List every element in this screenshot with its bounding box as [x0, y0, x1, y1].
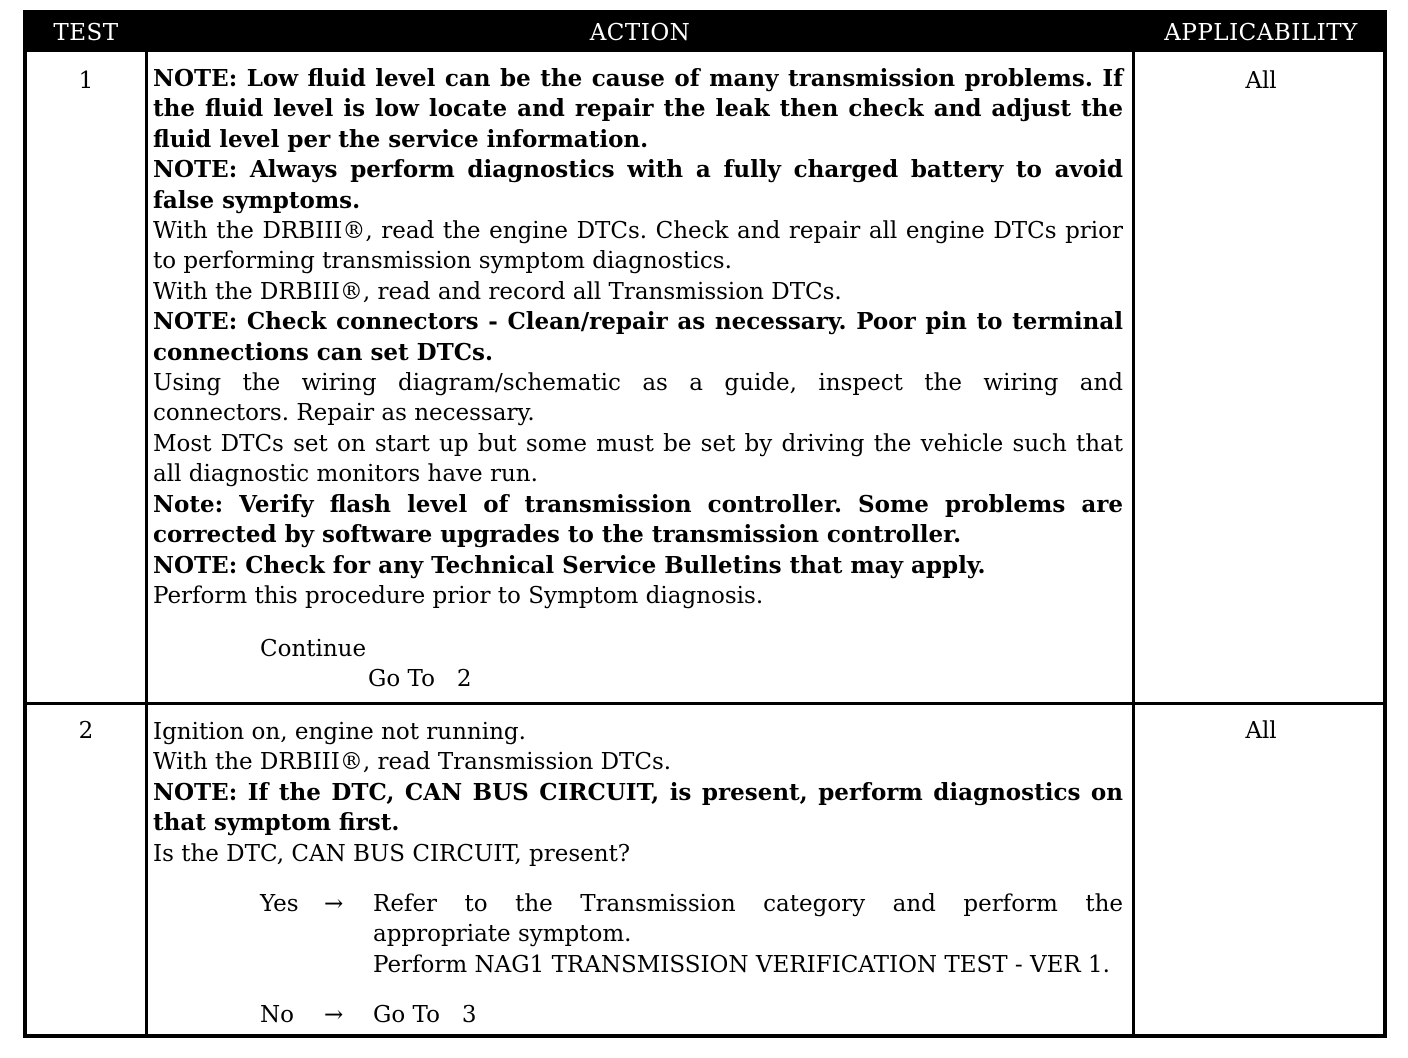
- step-text: Ignition on, engine not running.: [153, 719, 526, 745]
- goto-label: Go To: [373, 1002, 440, 1028]
- step-text: With the DRBIII®, read Transmission DTCs.: [153, 749, 672, 776]
- yes-label: Yes: [260, 891, 299, 917]
- header-action: ACTION: [589, 20, 691, 46]
- goto-link[interactable]: [368, 664, 472, 694]
- header-test: TEST: [53, 20, 119, 46]
- test-number: 1: [78, 68, 94, 94]
- goto-target: 2: [456, 666, 472, 692]
- step-text: Perform this procedure prior to Symptom diagnosis.: [153, 582, 764, 609]
- question-text: Is the DTC, CAN BUS CIRCUIT, present?: [153, 840, 631, 867]
- step-text: With the DRBIII®, read and record all Transmission DTCs.: [153, 278, 842, 305]
- yes-branch-test: Perform NAG1 TRANSMISSION VERIFICATION TEST - VER 1.: [373, 951, 1110, 978]
- yes-branch-text: Refer to the Transmission category and perform the appropriate symptom.: [373, 891, 1123, 948]
- arrow-right-icon: →: [324, 1002, 344, 1028]
- step-text: Most DTCs set on start up but some must be set by driving the vehicle such that all diagnostic monitors have run.: [153, 430, 1123, 488]
- note-text: Note: Verify flash level of transmission controller. Some problems are corrected by software upgrades to the transmission controller.: [153, 490, 1123, 549]
- column-divider: [145, 52, 148, 1034]
- action-text: [153, 64, 1123, 611]
- column-divider: [1132, 52, 1135, 1034]
- note-text: NOTE: Check connectors - Clean/repair as necessary. Poor pin to terminal connections can set DTCs.: [153, 308, 1123, 366]
- no-label: No: [260, 1002, 294, 1028]
- step-text: Using the wiring diagram/schematic as a guide, inspect the wiring and connectors. Repair as necessary.: [153, 370, 1123, 427]
- goto-target: 3: [461, 1002, 477, 1028]
- arrow-right-icon: →: [324, 891, 344, 917]
- test-number: 2: [78, 718, 94, 744]
- note-text: NOTE: Always perform diagnostics with a fully charged battery to avoid false symptoms.: [153, 156, 1123, 214]
- applicability-value: All: [1245, 68, 1277, 94]
- note-text: NOTE: Low fluid level can be the cause of many transmission problems. If the fluid level is low locate and repair the leak then check and adjust the fluid level per the service information.: [153, 65, 1123, 153]
- no-goto-link[interactable]: [373, 1000, 477, 1030]
- step-text: With the DRBIII®, read the engine DTCs. Check and repair all engine DTCs prior to performing transmission symptom diagnostics.: [153, 218, 1123, 275]
- header-applicability: APPLICABILITY: [1164, 20, 1358, 46]
- goto-label: Go To: [368, 666, 435, 692]
- continue-label: Continue: [260, 636, 367, 662]
- yes-branch[interactable]: [373, 889, 1123, 980]
- action-text: [153, 717, 1123, 869]
- note-text: NOTE: Check for any Technical Service Bulletins that may apply.: [153, 551, 986, 579]
- note-text: NOTE: If the DTC, CAN BUS CIRCUIT, is present, perform diagnostics on that symptom first.: [153, 778, 1123, 837]
- applicability-value: All: [1245, 718, 1277, 744]
- diagnostic-table: [23, 10, 1387, 1038]
- row-divider: [27, 702, 1383, 705]
- table-header: [27, 14, 1383, 52]
